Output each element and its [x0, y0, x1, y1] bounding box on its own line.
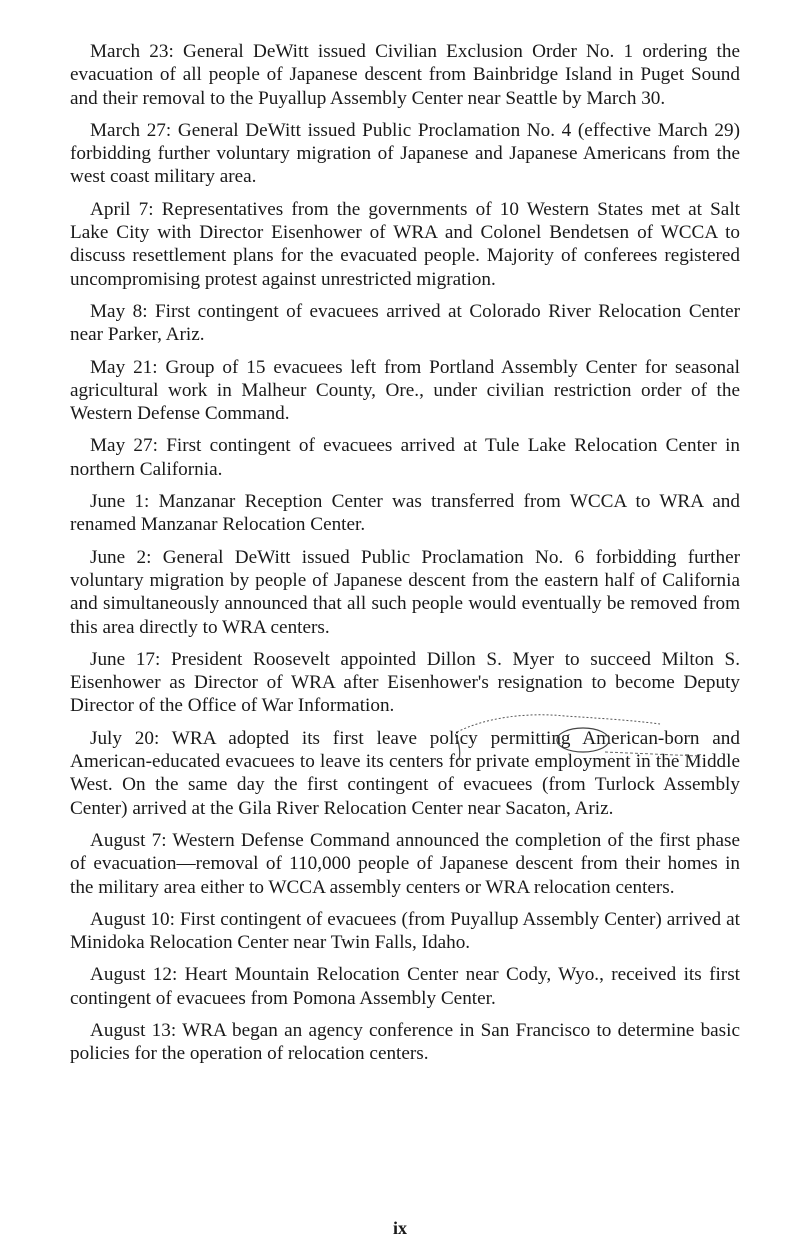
chronology-entry-june-1: June 1: Manzanar Reception Center was transferred from WCCA to WRA and renamed Manzanar Relocation Center.: [70, 491, 740, 536]
chronology-entry-april-7: April 7: Representatives from the governments of 10 Western States met at Salt Lake City with Director Eisenhower of WRA and Colonel Bendetsen of WCCA to discuss resettlement plans for the evacuated people. Majority of conferees registered uncompromising protest against unrestricted migration.: [70, 198, 740, 290]
chronology-entry-august-13: August 13: WRA began an agency conference in San Francisco to determine basic policies for the operation of relocation centers.: [70, 1019, 740, 1065]
document-page: [70, 40, 740, 1075]
chronology-entry-may-21: May 21: Group of 15 evacuees left from Portland Assembly Center for seasonal agricultural work in Malheur County, Ore., under civilian restriction order of the Western Defense Command.: [70, 356, 740, 425]
chronology-entry-march-27: March 27: General DeWitt issued Public Proclamation No. 4 (effective March 29) forbidding further voluntary migration of Japanese and Japanese Americans from the west coast military area.: [70, 119, 740, 188]
chronology-entry-june-17: June 17: President Roosevelt appointed Dillon S. Myer to succeed Milton S. Eisenhower as Director of WRA after Eisenhower's resignation to become Deputy Director of the Office of War Information.: [70, 648, 740, 717]
chronology-entry-july-20: July 20: WRA adopted its first leave policy permitting American-born and American-educated evacuees to leave its centers for private employment in the Middle West. On the same day the first contingent of evacuees (from Turlock Assembly Center) arrived at the Gila River Relocation Center near Sacaton, Ariz.: [70, 727, 740, 819]
chronology-entry-may-27: May 27: First contingent of evacuees arrived at Tule Lake Relocation Center in northern California.: [70, 435, 740, 480]
chronology-entry-august-12: August 12: Heart Mountain Relocation Center near Cody, Wyo., received its first contingent of evacuees from Pomona Assembly Center.: [70, 964, 740, 1009]
chronology-entry-may-8: May 8: First contingent of evacuees arrived at Colorado River Relocation Center near Parker, Ariz.: [70, 300, 740, 346]
page-number: ix: [392, 1218, 407, 1238]
chronology-entry-august-10: August 10: First contingent of evacuees (from Puyallup Assembly Center) arrived at Minidoka Relocation Center near Twin Falls, Idaho.: [70, 908, 740, 954]
chronology-entry-march-23: March 23: General DeWitt issued Civilian Exclusion Order No. 1 ordering the evacuation of all people of Japanese descent from Bainbridge Island in Puget Sound and their removal to the Puyallup Assembly Center near Seattle by March 30.: [70, 41, 740, 109]
chronology-entry-august-7: August 7: Western Defense Command announced the completion of the first phase of evacuation—removal of 110,000 people of Japanese descent from their homes in the military area either to WCCA assembly centers or WRA relocation centers.: [70, 829, 740, 898]
chronology-entry-june-2: June 2: General DeWitt issued Public Proclamation No. 6 forbidding further voluntary migration by people of Japanese descent from the eastern half of California and simultaneously announced that all such people would eventually be removed from this area directly to WRA centers.: [70, 546, 740, 638]
